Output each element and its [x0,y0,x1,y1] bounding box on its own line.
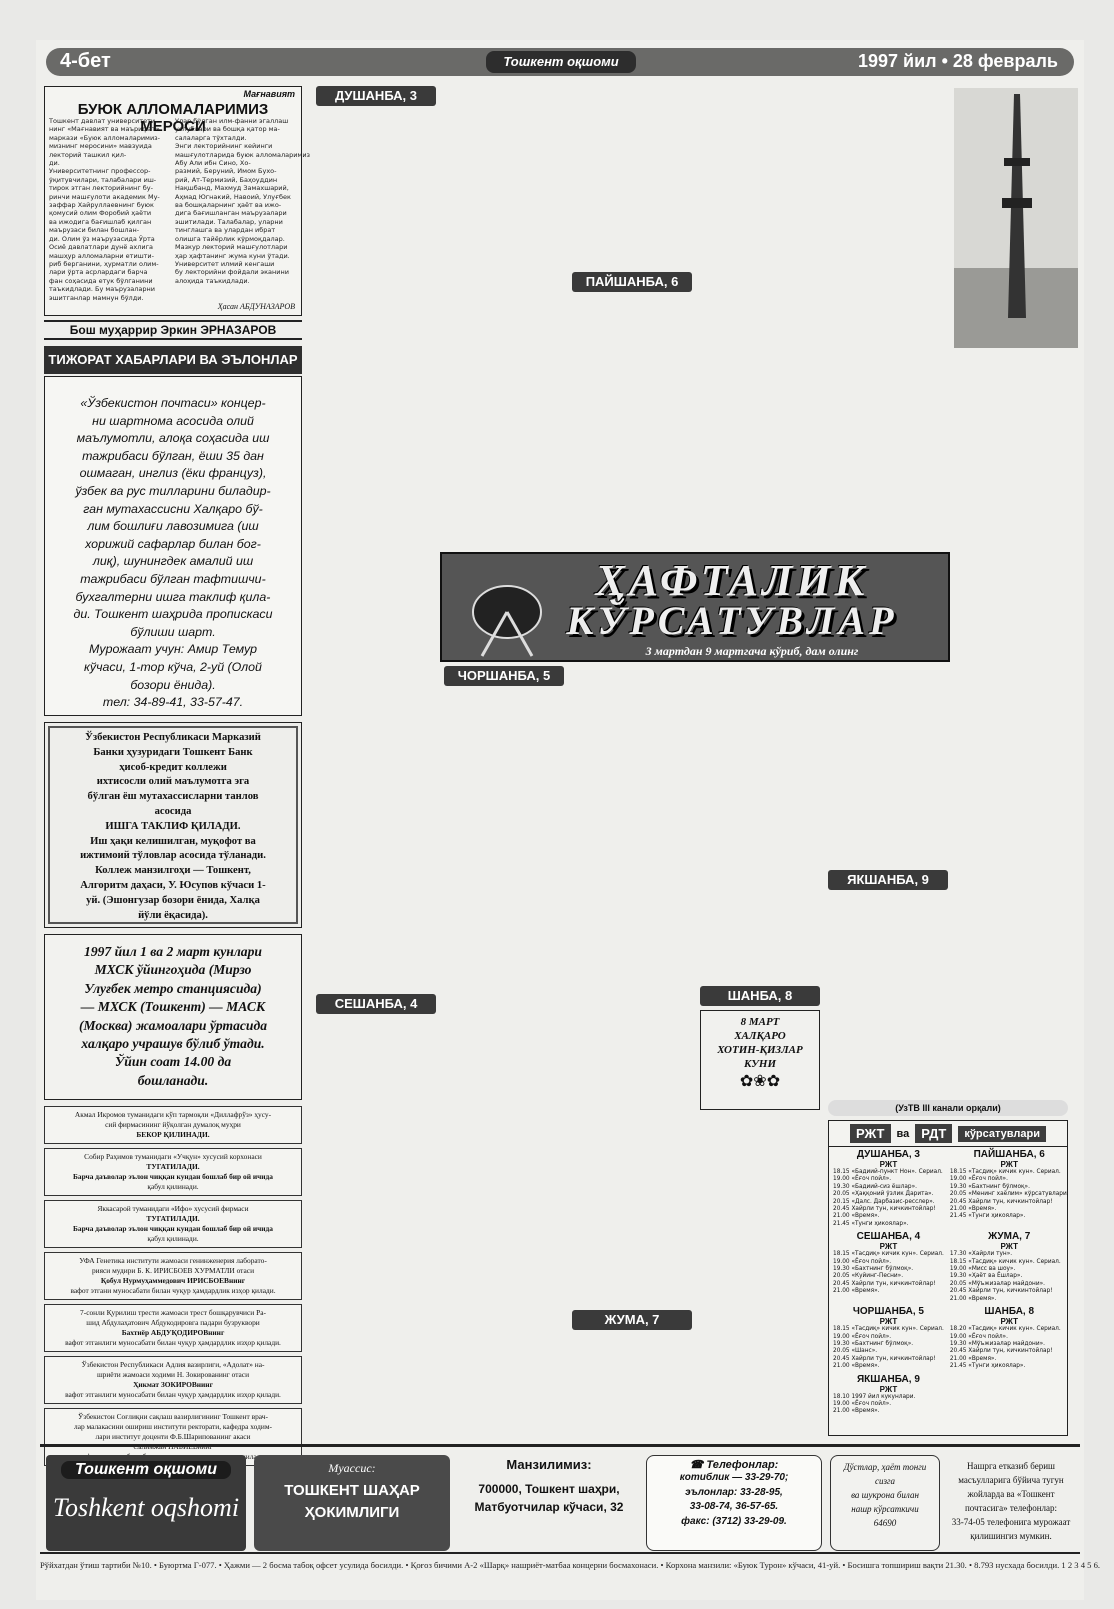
masthead-logo: Тошкент оқшоми [486,51,636,73]
tv-col-5 [826,88,950,588]
program-line: 19.30 «Бахтнинг бўлмоқ». [833,1266,914,1273]
delivery-line: жойларда ва «Тошкент [967,1489,1055,1499]
channel-label: РЖТ [879,1317,898,1327]
page-number: 4-бет [60,50,111,72]
delivery-line: Нашрга етказиб бериш [967,1461,1055,1471]
ad-line: «Ўзбекистон почтаси» концер- [80,396,266,410]
delivery-line: қилишингиз мумкин. [970,1531,1052,1541]
tv-col-1 [314,110,438,990]
tv-col-4 [698,88,822,588]
banner-subtitle: 3 мартдан 9 мартгача кўриб, дам олинг [645,644,859,658]
holiday-line: ХАЛҚАРО [734,1030,786,1042]
tv-col-10b [826,894,950,1094]
article-line: салаларга тўхталди. [175,133,247,142]
article-line: Энги лекторийнинг кейинги [175,142,273,151]
phone-line: 33-08-74, 36-57-65. [689,1501,779,1512]
rjt-day-title: ДУШАНБА, 3 [856,1149,920,1160]
program-line: 20.05 «Куйинг-Песни». [833,1273,904,1280]
small-ad [44,1356,302,1404]
holiday-line: 8 МАРТ [740,1016,780,1028]
program-line: 20.45 Хайрли тун, кичкинтойлар! [833,1355,936,1362]
holiday-line: ХОТИН-ҚИЗЛАР [717,1044,803,1056]
phone-icon-label: ☎ Телефонлар: [689,1459,779,1471]
program-line: 20.05 «Шанс». [833,1348,878,1355]
program-line: 20.45 Хайрли тун, кичкинтойлар! [949,1348,1053,1355]
ad-line: Иш ҳақи келишилган, муқофот ва [90,835,256,847]
article-line: мизнинг меросини» мавзуида [49,142,152,151]
article-line: машғулотларида буюк алломаларимиз [175,150,311,159]
rjt-day [833,1306,944,1370]
article-line: машҳур алломаларни етишти- [49,251,154,260]
program-line: 18.15 «Тасдиқ» кичик кун». Сериал. [833,1326,944,1333]
program-line: 21.00 «Время». [833,1408,880,1415]
ad-line: ижтимоий тўловлар асосида тўланади. [80,850,266,862]
article-line: Нақшбанд, Махмуд Замахшарий, [175,184,289,193]
weekly-tv-banner [440,552,950,662]
heritage-col-1 [49,117,171,302]
ad-line: ни шартнома асосида олий [92,413,254,428]
channel-label: РЖТ [879,1242,898,1252]
program-line: 20.05 «Мўъжизалар майдони». [949,1280,1045,1287]
rjt-day-title: ЖУМА, 7 [988,1231,1031,1243]
rjt-day [950,1306,1069,1370]
article-line: дига бағишланган маърузалари [175,209,287,218]
ad-line: ошмаган, инглиз (ёки француз), [79,466,267,481]
ad-line: уй. (Эшонгузар бозори ёнида, Халқа [86,894,260,906]
subscription-line: Дўстлар, ҳаёт тонги сизга [843,1462,927,1486]
program-line: 21.00 «Время». [833,1213,880,1220]
program-line: 18.15 «Бадиий-пункт Нон». Сериал. [833,1169,943,1175]
channel-note: (УзТВ III канали орқали) [828,1100,1068,1116]
article-line: Улар бўлган илм-фанни эгаллаш [175,117,289,125]
banner-title-1: ҲАФТАЛИК [595,556,869,605]
program-line: 17.30 «Хайрли тун». [949,1251,1013,1258]
rjt-day [950,1149,1069,1228]
footer [40,1444,1080,1554]
tv-col-9 [698,666,822,982]
ad-line: ихтисосли олий маълумотга эга [96,776,250,788]
small-ad [44,1106,302,1144]
program-line: 21.00 «Время». [833,1363,880,1370]
ad-line: бўлиши шарт. [130,624,216,639]
ad-line: йўли ёқасида). [138,909,208,921]
ad-line: ди. Тошкент шаҳрида пропискаси [73,607,273,622]
ad-line: МХСК ўйингоҳида (Мирзо [94,962,252,978]
bank-college-ad [44,722,302,928]
tv-col-10 [826,666,950,866]
imprint-strip: Рўйхатдан ўтиш тартиби №10. • Буюртма Г-077. • Ҳажми — 2 босма табоқ офсет усулида босилди. • Қоғоз бичими А-2 «Шарқ» нашриёт-матбаа концерни босмахонаси. • Корхона манзили: «Буюк Турон» кўчаси, 41-уй. • Босишга топшириш вақти 21.30. • 8.793 нусхада босилди. 1 2 3 4 5 6. [40,1560,1101,1570]
program-line: 19.00 «Ёғоч пойл». [833,1400,892,1407]
program-line: 19.30 «Бахтнинг бўлмоқ». [949,1183,1030,1190]
ad-line: асосида [154,805,192,817]
ad-line: Алгоритм даҳаси, У. Юсупов кўчаси 1- [80,879,266,891]
small-ad-line: лар малакасини ошириш институти ректорати, кафедра ходим- [74,1422,272,1431]
day-sunday-head: ЯКШАНБА, 9 [828,870,948,890]
delivery-line: почтасига» телефонлар: [964,1503,1058,1513]
tv-col-3 [570,88,694,268]
article-line: тирок этган лекторийнинг бу- [49,184,153,193]
program-line: 21.45 «Тунги ҳикоялар». [949,1363,1026,1370]
flower-icon: ✿❀✿ [739,1071,781,1090]
ad-line: лиқ), шунингдек амалий иш [92,554,254,569]
banner-title-2: КЎРСАТУВЛАР [566,598,898,643]
small-ad-line: Қобул Нурмуҳаммедович ИРИСБОЕВнинг [100,1276,246,1285]
article-line: фан соҳасида етук бўлганини [49,276,153,285]
ad-line: ган мутахассисни Халқаро бў- [83,501,263,516]
article-line: Университет илмий кенгаши [175,259,275,268]
small-ad-line: Ўзбекистон Соғлиқни сақлаш вазирлигининг Тошкент врач- [78,1412,268,1421]
program-line: 18.15 «Тасдиқ» кичик кун». Сериал. [949,1169,1061,1175]
article-line: Мазкур лекторий машғулотлари [175,243,288,252]
program-line: 19.00 «Мисс ва шоу». [949,1266,1016,1273]
article-line: бу лекторийни фойдали эканини [175,268,289,277]
day-wednesday-head: ЧОРШАНБА, 5 [444,666,564,686]
article-line: ринчи машғулоти академик Му- [49,192,160,201]
article-line: маърузаси билан бошлан- [49,226,140,235]
program-line: 19.00 «Ёғоч пойл». [833,1258,892,1265]
program-line: 21.45 «Тунги ҳикоялар». [833,1220,909,1227]
day-friday-head: ЖУМА, 7 [572,1310,692,1330]
tv-col-9b [698,1114,822,1434]
program-line: 21.00 «Время». [949,1355,997,1362]
rjt-day [833,1149,944,1228]
rjt-day-title: ПАЙШАНБА, 6 [973,1149,1045,1160]
article-line: риб берганини, ҳурматли олим- [49,259,159,268]
program-line: 18.20 «Тасдиқ» кичик кун». Сериал. [949,1326,1061,1333]
ad-line: ўзбек ва рус тилларини биладир- [75,483,271,498]
small-ad-line: шриёти жамоаси ходими Н. Зокированинг отаси [96,1370,250,1379]
page-header [46,48,1074,76]
rjt-heading: РЖТ ва РДТ кўрсатувлари [829,1121,1067,1147]
ad-line: тел: 34-89-41, 33-57-47. [102,695,244,710]
program-line: 19.00 «Ёғоч пойл». [949,1176,1008,1183]
program-line: 19.00 «Ёғоч пойл». [833,1176,892,1183]
address-block: Манзилимиз: 700000, Тошкент шаҳри, Матбуотчилар кўчаси, 32 [474,1457,624,1514]
footer-logo: Тошкент оқшоми [61,1461,231,1479]
delivery-line: масъулларига бўйича тугун [958,1475,1064,1485]
program-line: 21.00 «Время». [949,1206,997,1213]
newspaper-page [36,40,1101,1600]
article-line: олишга тайёрлик кўрмоқдалар. [175,234,285,243]
day-monday-head: ДУШАНБА, 3 [316,86,436,106]
article-line: эшитилади. Талабалар, уларни [175,217,283,226]
heritage-article [44,86,311,316]
ad-line: 1997 йил 1 ва 2 март кунлари [84,944,262,959]
founder-block: Муассис: ТОШКЕНТ ШАҲАР ҲОКИМЛИГИ [254,1455,450,1551]
tv-col-7 [442,690,566,1434]
program-line: 19.30 «Бадиий-сиз ёшлар». [833,1183,917,1190]
article-line: Университетнинг профессор- [49,167,151,176]
small-ads [44,1106,302,1451]
small-ad-line: қабул қилинади. [147,1234,199,1243]
small-ad-line: шид Абдулаҳатович Абдукодировга падари бузруквори [86,1318,260,1327]
program-line: 19.00 «Ёғоч пойл». [949,1333,1008,1340]
article-line: қомусий олим Форобий ҳаёти [49,209,152,218]
program-line: 20.05 «Менинг хаёлим» кўрсатувлари. [949,1191,1069,1198]
tower-photo [954,88,1078,348]
ads-section-title: ТИЖОРАТ ХАБАРЛАРИ ВА ЭЪЛОНЛАР [44,346,302,374]
rjt-day-title: СЕШАНБА, 4 [856,1231,921,1243]
program-line: 20.15 «Далс. Дарбазис-ресслер». [833,1198,935,1205]
small-ad-line: Ўзбекистон Республикаси Адлия вазирлиги, «Адолат» на- [81,1360,265,1369]
small-ad-line: Барча даъволар эълон чиққан кундан бошлаб бир ой ичида [73,1224,273,1233]
small-ad-line: қабул қилинади. [147,1182,199,1191]
rjt-day [833,1374,944,1416]
day-thursday-head: ПАЙШАНБА, 6 [572,272,692,292]
womens-day-box [700,1010,820,1110]
program-line: 19.30 «Мўъжизалар майдони». [949,1340,1045,1347]
small-ad-line: 7-сонли Қурилиш трести жамоаси трест бошқарувчиси Ра- [80,1308,266,1317]
program-line: 20.45 Хайрли тун, кичкинтойлар! [949,1198,1053,1205]
channel-label: РЖТ [879,1384,898,1394]
article-line: заффар Хайруллаевнинг буюк [49,201,154,210]
rjt-day [833,1231,944,1303]
small-ad-line: Барча даъволар эълон чиққан кундан бошлаб бир ой ичида [73,1172,273,1181]
match-announcement [44,934,302,1100]
program-line: 21.00 «Время». [833,1288,880,1295]
program-line: 19.30 «Ҳаёт ва Ёшлар». [949,1273,1023,1280]
chief-editor: Бош муҳаррир Эркин ЭРНАЗАРОВ [44,320,302,340]
article-line: размий, Беруний, Имом Бухо- [175,167,277,176]
ad-line: бозори ёнида). [130,677,216,692]
small-ad-line: Бахтиёр АБДУҚОДИРОВнинг [121,1328,225,1337]
article-line: Тошкент давлат университети- [49,117,158,125]
rjt-day-title: ЯКШАНБА, 9 [856,1373,920,1385]
phone-line: котиблик — 33-29-70; [679,1472,789,1483]
phone-line: эълонлар: 33-28-95, [685,1486,783,1498]
ad-line: халқаро учрашув бўлиб ўтади. [81,1036,265,1052]
rjt-day-title: ШАНБА, 8 [984,1306,1035,1318]
article-author: Ҳасан АБДУНАЗАРОВ [217,302,295,311]
article-line: ўқитувчилари, талабалари иш- [49,175,157,184]
small-ad-line: ТУГАТИЛАДИ. [146,1162,200,1171]
article-line: Осиё давлатлари дунё ахлига [49,243,154,252]
ad-line: Банки ҳузуридаги Тошкент Банк [93,746,253,758]
program-line: 20.05 «Ҳаққоний ўзлик Дарита». [833,1191,934,1198]
delivery-note [946,1455,1076,1551]
ad-line: ҳисоб-кредит коллежи [119,761,227,773]
subscription-block [830,1455,940,1551]
article-line: таъкидлади. Бу маърузаларни [49,285,155,294]
article-line: рий, Ат-Термизий, Баҳоуддин [175,175,278,184]
program-line: 20.45 Хайрли тун, кичкинтойлар! [949,1288,1053,1295]
ad-line: ИШГА ТАКЛИФ ҚИЛАДИ. [105,820,241,832]
ad-line: Ўйин соат 14.00 да [114,1054,232,1070]
delivery-line: 33-74-05 телефонига мурожаат [951,1517,1071,1527]
footer-logo-block [46,1455,246,1551]
ad-line: маълумотли, алоқа соҳасида иш [76,431,270,446]
ad-line: Коллеж манзилгоҳи — Тошкент, [95,865,251,877]
rubric: Мағнавият [243,89,295,99]
ad-line: кўчаси, 1-тор кўча, 2-уй (Олой [84,659,262,674]
day-tuesday-head: СЕШАНБА, 4 [316,994,436,1014]
article-line: ди. Олим ўз маърузасида Ўрта [49,234,155,243]
tv-col-2 [442,88,566,588]
rjt-day-title: ЧОРШАНБА, 5 [852,1306,924,1318]
small-ad [44,1148,302,1196]
article-line: алоҳида таъкидлади. [175,276,250,285]
rjt-day [950,1231,1069,1303]
subscription-line: 64690 [873,1518,897,1528]
small-ad-line: Салимжан НАБИЕВнинг [133,1442,213,1451]
article-line: лекторий ташкил қил- [49,150,127,159]
program-line: 20.45 Хайрли тун, кичкинтойлар! [833,1280,936,1287]
small-ad-line: Яккасарой туманидаги «Ифо» хусусий фирмаси [97,1204,249,1213]
small-ad [44,1200,302,1248]
subscription-line: ва шукрона билан [851,1490,919,1500]
footer-latin-title: Toshkent oqshomi [52,1493,240,1522]
tv-col-8 [570,666,694,1306]
article-line: нинг «Мағнавият ва маърифат» [49,125,160,134]
heritage-col-2 [175,117,311,297]
tv-col-8b [570,1334,694,1434]
small-ad-line: вафот этгани муносабати билан чуқур ҳамдардлик изҳор қилади. [70,1286,276,1295]
article-line: ва ижодига бағишлаб қилган [49,217,152,226]
small-ad-line: ТУГАТИЛАДИ. [146,1214,200,1223]
small-ad-line: Ҳикмат ЗОКИРОВнинг [133,1380,213,1389]
small-ad-line: сий фирмасининг йўқолган думалоқ муҳри [105,1120,241,1129]
article-title: БУЮК АЛЛОМАЛАРИМИЗ МЕРОСИ [77,101,269,135]
ad-line: бўлган ёш мутахассисларни танлов [87,791,259,803]
ad-line: бухгалтерни ишга таклиф қила- [75,589,271,604]
small-ad-line: вафот этганлиги муносабати билан чуқур ҳамдардлик изҳор қилади. [65,1338,281,1347]
program-line: 18.15 «Тасдиқ» кичик кун». Сериал. [949,1258,1061,1265]
ad-line: тажрибаси бўлган тафтишчи- [80,571,266,586]
ad-line: бошланади. [137,1072,209,1088]
ad-line: хорижий сафарлар билан бог- [85,536,261,551]
tv-col-1b [314,1018,438,1438]
small-ad-line: Собир Раҳимов туманидаги «Учқун» хусусий корхонаси [84,1152,262,1161]
article-line: тинглашга ва улардан ибрат [175,226,276,235]
small-ad-line: Акмал Икромов туманидаги кўп тармоқли «Диллафрўз» ҳусу- [74,1110,272,1119]
channel-label: РЖТ [1000,1160,1018,1169]
ad-line: Улуғбек метро станциясида) [84,980,262,996]
rjt-rdt-programs [828,1120,1068,1436]
tv-col-3b [570,296,694,586]
ad-line: — МХСК (Тошкент) — МАСК [80,999,266,1015]
article-line: лари ўрта асрлардаги барча [49,268,148,277]
program-line: 21.45 «Тунги ҳикоялар». [949,1213,1026,1220]
post-vacancy-ad [44,376,302,716]
phone-line: факс: (3712) 33-29-09. [681,1515,787,1527]
article-line: ди. [49,159,60,168]
program-line: 19.30 «Бахтнинг бўлмоқ». [833,1340,914,1347]
channel-label: РЖТ [1000,1242,1018,1252]
small-ad-line: лари институт доценти Ф.Б.Шарипованинг акаси [95,1432,251,1441]
program-line: 19.00 «Ёғоч пойл». [833,1333,892,1340]
ad-line: Ўзбекистон Республикаси Марказий [85,732,261,743]
small-ad [44,1252,302,1300]
program-line: 20.45 Хайрли тун, кичкинтойлар! [833,1206,936,1213]
program-line: 18.10 1997 йил кукунлари. [833,1393,916,1400]
program-line: 21.00 «Время». [949,1295,997,1302]
program-line: 18.15 «Тасдиқ» кичик кун». Сериал. [833,1251,944,1258]
article-line: Аҳмад Югнакий, Навоий, Улуғбек [175,192,291,201]
tv-tower-image [954,88,1078,348]
article-line: эшитганлар мамнун бўлди. [49,293,144,302]
channel-label: РЖТ [879,1160,898,1169]
holiday-line: КУНИ [743,1058,777,1070]
subscription-line: нашр кўрсаткичи [851,1504,919,1514]
day-saturday-head: ШАНБА, 8 [700,986,820,1006]
channel-label: РЖТ [1000,1317,1018,1327]
small-ad-line: УФА Генетика институти жамоаси генинженерия лаборато- [79,1256,267,1265]
article-line: ва бошқаларнинг ҳаёт ва ижо- [175,201,282,210]
small-ad [44,1304,302,1352]
ad-line: лим бошлиғи лавозимига (иш [87,519,259,534]
ad-line: тажрибаси бўлган, ёши 35 дан [82,448,264,463]
phones-block [646,1455,822,1551]
ad-line: Мурожаат учун: Амир Темур [88,642,258,657]
ad-line: (Москва) жамоалари ўртасида [79,1017,267,1033]
article-line: услублари ва бошқа қатор ма- [175,125,280,134]
small-ad-line: БЕКОР ҚИЛИНАДИ. [136,1130,210,1139]
article-line: Абу Али ибн Сино, Хо- [175,159,251,168]
article-line: маркази «Буюк алломаларимиз- [49,133,160,142]
article-line: ҳар ҳафтанинг жума куни ўтади. [175,251,290,260]
small-ad-line: рияси мудири Б. К. ИРИСБОЕВ ХУРМАТЛИ отаси [91,1266,255,1275]
small-ad-line: вафот этганлиги муносабати билан чуқур ҳамдардлик изҳор қилади. [65,1390,281,1399]
issue-date: 1997 йил • 28 февраль [857,51,1058,71]
